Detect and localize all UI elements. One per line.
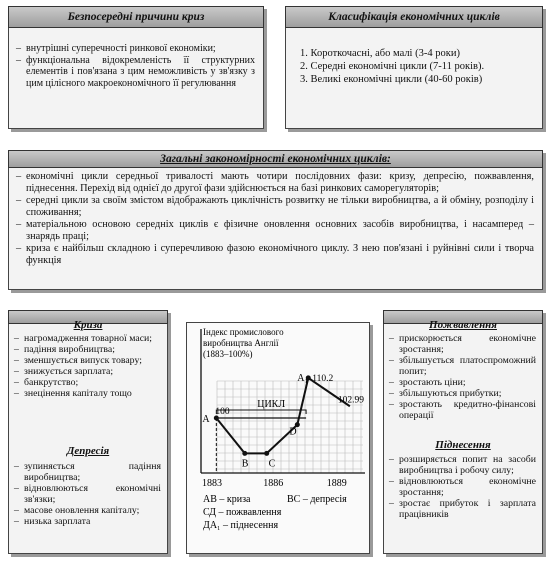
point-B — [242, 451, 247, 456]
point-label: B — [241, 458, 249, 470]
revival-title: Пожвавлення — [429, 319, 497, 331]
list-item: – зупиняється падіння виробництва; — [13, 461, 161, 483]
value-labels — [215, 374, 364, 417]
list-item: – матеріальною основою середніх циклів є фізичне оновлення основних засобів виробництва, і насамперед – знарядь праці; — [15, 219, 534, 243]
point-label: C — [268, 458, 276, 470]
legend-ab: AB – криза — [203, 494, 251, 505]
point-label: D — [289, 426, 297, 438]
value-label: 102.99 — [337, 395, 364, 406]
legend-cd: СД – пожвавлення — [203, 507, 282, 518]
boom-title: Піднесення — [435, 439, 491, 451]
list-item: 3. Великі економічні цикли (40-60 років) — [300, 74, 483, 85]
chart-title-line-1: Індекс промислового — [203, 327, 284, 337]
list-item: – знижується зарплата; — [13, 366, 161, 377]
causes-title-bar — [8, 6, 264, 28]
legend-bc: BC – депресія — [287, 494, 347, 505]
depression-list — [13, 461, 161, 527]
point-label: A — [202, 414, 210, 425]
revival-boom-panel — [383, 310, 543, 554]
list-item: – банкрутство; — [13, 377, 161, 388]
list-item: 2. Середні економічні цикли (7-11 років). — [300, 61, 485, 72]
list-item: – економічні цикли середньої тривалості мають чотири послідовних фази: кризу, депресію, пожвавлення, піднесення. Перехід від однієї до другої фази здійснюється на базі ринкових саморегуляторів; — [15, 171, 534, 195]
list-item: – збільшуються прибутки; — [388, 388, 536, 399]
crisis-title: Криза — [73, 319, 103, 331]
list-item: – криза є найбільш складною і суперечливою фазою економічного циклу. З нею пов'язані і руйнівні сили і творча функція — [15, 243, 534, 267]
list-item: – низька зарплата — [13, 516, 161, 527]
list-item: – падіння виробництва; — [13, 344, 161, 355]
point-C — [264, 451, 269, 456]
list-item: – відновлюються економічне зростання; — [388, 476, 536, 498]
point-label: A₁ — [297, 372, 308, 384]
list-item: – зростає прибуток і зарплата працівників — [388, 498, 536, 520]
list-item: – зростають ціни; — [388, 377, 536, 388]
list-item: 1. Короткочасні, або малі (3-4 роки) — [300, 48, 460, 59]
causes-title: Безпосередні причини криз — [67, 11, 205, 23]
list-item: – масове оновлення капіталу; — [13, 505, 161, 516]
causes-list — [15, 43, 255, 89]
list-item: – збільшується платоспроможний попит; — [388, 355, 536, 377]
general-panel — [8, 150, 543, 290]
revival-list — [388, 333, 536, 421]
classification-title: Класифікація економічних циклів — [328, 11, 500, 23]
cycle-chart — [187, 323, 369, 553]
crisis-list — [13, 333, 161, 399]
crisis-depression-panel — [8, 310, 168, 554]
list-item: – прискорюється економічне зростання; — [388, 333, 536, 355]
x-tick-label: 1889 — [326, 478, 347, 489]
classification-list — [300, 47, 536, 86]
x-tick-label: 1886 — [263, 478, 284, 489]
list-item: – середні цикли за своїм змістом відображають циклічність розвитку не тільки виробництва, а й обміну, розподілу і споживання; — [15, 195, 534, 219]
general-list — [15, 171, 534, 267]
list-item: – знецінення капіталу тощо — [13, 388, 161, 399]
chart-title-line-3: (1883–100%) — [203, 349, 253, 359]
classification-panel — [285, 6, 543, 129]
boom-list — [388, 454, 536, 520]
list-item: – розширяється попит на засоби виробництва і робочу силу; — [388, 454, 536, 476]
cycle-bracket — [216, 410, 306, 414]
general-title: Загальні закономірності економічних циклів: — [160, 153, 391, 165]
legend-da1: ДА₁ – піднесення — [203, 520, 279, 531]
depression-title: Депресія — [66, 445, 110, 457]
list-item: – нагромадження товарної маси; — [13, 333, 161, 344]
causes-panel — [8, 6, 264, 129]
x-tick-label: 1883 — [201, 478, 222, 489]
value-label: 110.2 — [312, 373, 334, 384]
general-title-bar — [8, 150, 543, 168]
cycle-label: ЦИКЛ — [257, 399, 286, 410]
classification-title-bar — [285, 6, 543, 28]
chart-title-line-2: виробництва Англії — [203, 338, 279, 348]
list-item: – внутрішні суперечності ринкової економіки; — [15, 43, 255, 55]
x-tick-labels — [202, 478, 347, 489]
list-item: – відновлюються економічні зв'язки; — [13, 483, 161, 505]
list-item: – зростають кредитно-фінансові операції — [388, 399, 536, 421]
list-item: – зменшується випуск товару; — [13, 355, 161, 366]
list-item: – функціональна відокремленість її структурних елементів і пов'язана з цим неможливість у зв'язку з цим цілісного макроекономічного її регулювання — [15, 55, 255, 90]
chart-panel — [186, 322, 370, 554]
value-label: 100 — [215, 407, 230, 417]
